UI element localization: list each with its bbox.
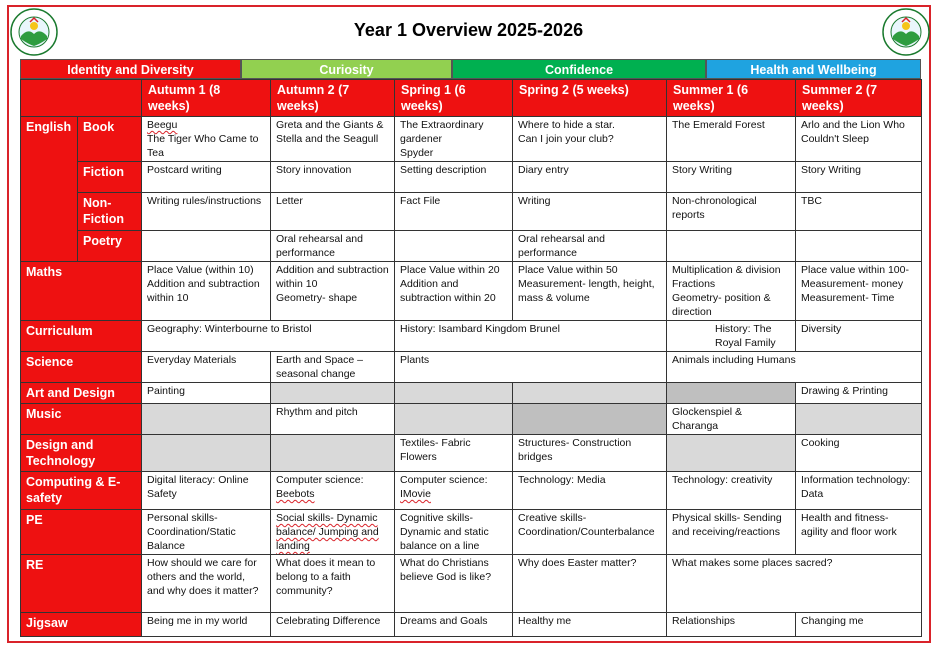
row-music: [21, 404, 922, 435]
header-corner: [21, 80, 142, 117]
theme-confidence: Confidence: [452, 59, 706, 79]
row-dt: [21, 435, 922, 472]
theme-health: Health and Wellbeing: [706, 59, 921, 79]
cell-art-autumn2: [271, 383, 395, 404]
theme-curiosity: Curiosity: [241, 59, 452, 79]
row-label-poetry: Poetry: [78, 231, 142, 262]
term-spring1: Spring 1 (6 weeks): [395, 80, 513, 117]
row-label-art: Art and Design: [21, 383, 142, 404]
cell-poetry-autumn2: Oral rehearsal and performance: [271, 231, 395, 262]
cell-book-autumn1: [142, 117, 271, 162]
computing-autumn2-label: Computer science:: [276, 474, 364, 486]
book-beegu: Beegu: [147, 119, 178, 131]
term-spring2: Spring 2 (5 weeks): [513, 80, 667, 117]
cell-book-spring1: [395, 117, 513, 162]
cell-nonfiction-summer2: TBC: [796, 193, 922, 231]
row-english-nonfiction: [21, 193, 922, 231]
cell-art-summer1: [667, 383, 796, 404]
row-label-book: Book: [78, 117, 142, 162]
page-title: Year 1 Overview 2025-2026: [353, 20, 584, 40]
cell-dt-autumn2: [271, 435, 395, 472]
cell-computing-spring2: Technology: Media: [513, 472, 667, 510]
overview-table: [20, 79, 922, 637]
cell-maths-autumn1: Place Value (within 10) Addition and subtraction within 10: [142, 262, 271, 321]
cell-jigsaw-summer1: Relationships: [667, 613, 796, 637]
row-maths: [21, 262, 922, 321]
row-label-curriculum: Curriculum: [21, 321, 142, 352]
theme-identity: Identity and Diversity: [20, 59, 241, 79]
row-label-english: English: [21, 117, 78, 262]
cell-nonfiction-spring1: Fact File: [395, 193, 513, 231]
cell-jigsaw-spring2: Healthy me: [513, 613, 667, 637]
cell-re-summer: What makes some places sacred?: [667, 555, 922, 613]
cell-pe-summer2: Health and fitness- agility and floor work: [796, 510, 922, 555]
cell-book-autumn2: Greta and the Giants & Stella and the Seagull: [271, 117, 395, 162]
row-jigsaw: [21, 613, 922, 637]
row-label-dt: Design and Technology: [21, 435, 142, 472]
cell-fiction-summer1: Story Writing: [667, 162, 796, 193]
cell-jigsaw-autumn2: Celebrating Difference: [271, 613, 395, 637]
cell-curriculum-history2: History: The Royal Family: [667, 321, 796, 352]
row-english-book: [21, 117, 922, 162]
cell-computing-autumn2: [271, 472, 395, 510]
row-re: [21, 555, 922, 613]
term-autumn2: Autumn 2 (7 weeks): [271, 80, 395, 117]
cell-computing-autumn1: Digital literacy: Online Safety: [142, 472, 271, 510]
row-computing: [21, 472, 922, 510]
row-label-computing: Computing & E-safety: [21, 472, 142, 510]
cell-maths-spring2: Place Value within 50 Measurement- length, height, mass & volume: [513, 262, 667, 321]
row-label-jigsaw: Jigsaw: [21, 613, 142, 637]
cell-computing-summer2: Information technology: Data: [796, 472, 922, 510]
cell-poetry-spring2: Oral rehearsal and performance: [513, 231, 667, 262]
row-label-fiction: Fiction: [78, 162, 142, 193]
cell-curriculum-history1: History: Isambard Kingdom Brunel: [395, 321, 667, 352]
cell-re-autumn1: How should we care for others and the world, and why does it matter?: [142, 555, 271, 613]
computing-beebots: Beebots: [276, 488, 315, 500]
row-curriculum: [21, 321, 922, 352]
cell-pe-autumn1: Personal skills- Coordination/Static Balance: [142, 510, 271, 555]
cell-science-spring: Plants: [395, 352, 667, 383]
cell-nonfiction-autumn1: Writing rules/instructions: [142, 193, 271, 231]
cell-fiction-summer2: Story Writing: [796, 162, 922, 193]
cell-re-autumn2: What does it mean to belong to a faith community?: [271, 555, 395, 613]
cell-nonfiction-autumn2: Letter: [271, 193, 395, 231]
header-row: [21, 80, 922, 117]
book-spyder: Spyder: [400, 147, 434, 159]
cell-computing-summer1: Technology: creativity: [667, 472, 796, 510]
cell-re-spring1: What do Christians believe God is like?: [395, 555, 513, 613]
cell-nonfiction-spring2: Writing: [513, 193, 667, 231]
cell-dt-spring1: Textiles- Fabric Flowers: [395, 435, 513, 472]
row-english-fiction: [21, 162, 922, 193]
cell-music-autumn2: Rhythm and pitch: [271, 404, 395, 435]
cell-re-spring2: Why does Easter matter?: [513, 555, 667, 613]
row-english-poetry: [21, 231, 922, 262]
row-science: [21, 352, 922, 383]
cell-poetry-summer2: [796, 231, 922, 262]
cell-book-spring2: Where to hide a star. Can I join your club?: [513, 117, 667, 162]
cell-music-autumn1: [142, 404, 271, 435]
cell-jigsaw-spring1: Dreams and Goals: [395, 613, 513, 637]
term-summer1: Summer 1 (6 weeks): [667, 80, 796, 117]
cell-music-summer1: Glockenspiel & Charanga: [667, 404, 796, 435]
cell-computing-spring1: [395, 472, 513, 510]
pe-autumn2-text: Social skills- Dynamic balance/ Jumping and landing: [276, 512, 379, 552]
cell-dt-summer2: Cooking: [796, 435, 922, 472]
cell-music-spring2: [513, 404, 667, 435]
cell-pe-spring1: Cognitive skills- Dynamic and static balance on a line: [395, 510, 513, 555]
cell-book-summer2: Arlo and the Lion Who Couldn't Sleep: [796, 117, 922, 162]
theme-bar: [20, 59, 921, 79]
cell-science-autumn1: Everyday Materials: [142, 352, 271, 383]
cell-fiction-autumn2: Story innovation: [271, 162, 395, 193]
computing-imovie: IMovie: [400, 488, 431, 500]
row-label-pe: PE: [21, 510, 142, 555]
book-gardener: The Extraordinary gardener: [400, 119, 484, 145]
cell-science-autumn2: Earth and Space – seasonal change: [271, 352, 395, 383]
book-tiger: The Tiger Who Came to Tea: [147, 133, 259, 159]
row-label-music: Music: [21, 404, 142, 435]
cell-pe-autumn2: [271, 510, 395, 555]
row-label-science: Science: [21, 352, 142, 383]
cell-art-spring1: [395, 383, 513, 404]
row-label-re: RE: [21, 555, 142, 613]
cell-dt-spring2: Structures- Construction bridges: [513, 435, 667, 472]
cell-book-summer1: The Emerald Forest: [667, 117, 796, 162]
cell-maths-summer1: Multiplication & division Fractions Geometry- position & direction: [667, 262, 796, 321]
cell-curriculum-diversity: Diversity: [796, 321, 922, 352]
cell-maths-summer2: Place value within 100- Measurement- money Measurement- Time: [796, 262, 922, 321]
cell-fiction-spring1: Setting description: [395, 162, 513, 193]
cell-dt-summer1: [667, 435, 796, 472]
cell-poetry-autumn1: [142, 231, 271, 262]
cell-music-spring1: [395, 404, 513, 435]
cell-pe-summer1: Physical skills- Sending and receiving/reactions: [667, 510, 796, 555]
cell-science-summer: Animals including Humans: [667, 352, 922, 383]
cell-poetry-spring1: [395, 231, 513, 262]
cell-music-summer2: [796, 404, 922, 435]
cell-nonfiction-summer1: Non-chronological reports: [667, 193, 796, 231]
cell-art-spring2: [513, 383, 667, 404]
cell-fiction-spring2: Diary entry: [513, 162, 667, 193]
cell-jigsaw-summer2: Changing me: [796, 613, 922, 637]
term-autumn1: Autumn 1 (8 weeks): [142, 80, 271, 117]
cell-maths-spring1: Place Value within 20 Addition and subtraction within 20: [395, 262, 513, 321]
row-label-nonfiction: Non-Fiction: [78, 193, 142, 231]
term-summer2: Summer 2 (7 weeks): [796, 80, 922, 117]
cell-poetry-summer1: [667, 231, 796, 262]
cell-art-autumn1: Painting: [142, 383, 271, 404]
computing-spring1-label: Computer science:: [400, 474, 488, 486]
cell-curriculum-geography: Geography: Winterbourne to Bristol: [142, 321, 395, 352]
cell-fiction-autumn1: Postcard writing: [142, 162, 271, 193]
cell-jigsaw-autumn1: Being me in my world: [142, 613, 271, 637]
row-pe: [21, 510, 922, 555]
row-art: [21, 383, 922, 404]
cell-art-summer2: Drawing & Printing: [796, 383, 922, 404]
row-label-maths: Maths: [21, 262, 142, 321]
cell-dt-autumn1: [142, 435, 271, 472]
cell-pe-spring2: Creative skills- Coordination/Counterbalance: [513, 510, 667, 555]
cell-maths-autumn2: Addition and subtraction within 10 Geometry- shape: [271, 262, 395, 321]
